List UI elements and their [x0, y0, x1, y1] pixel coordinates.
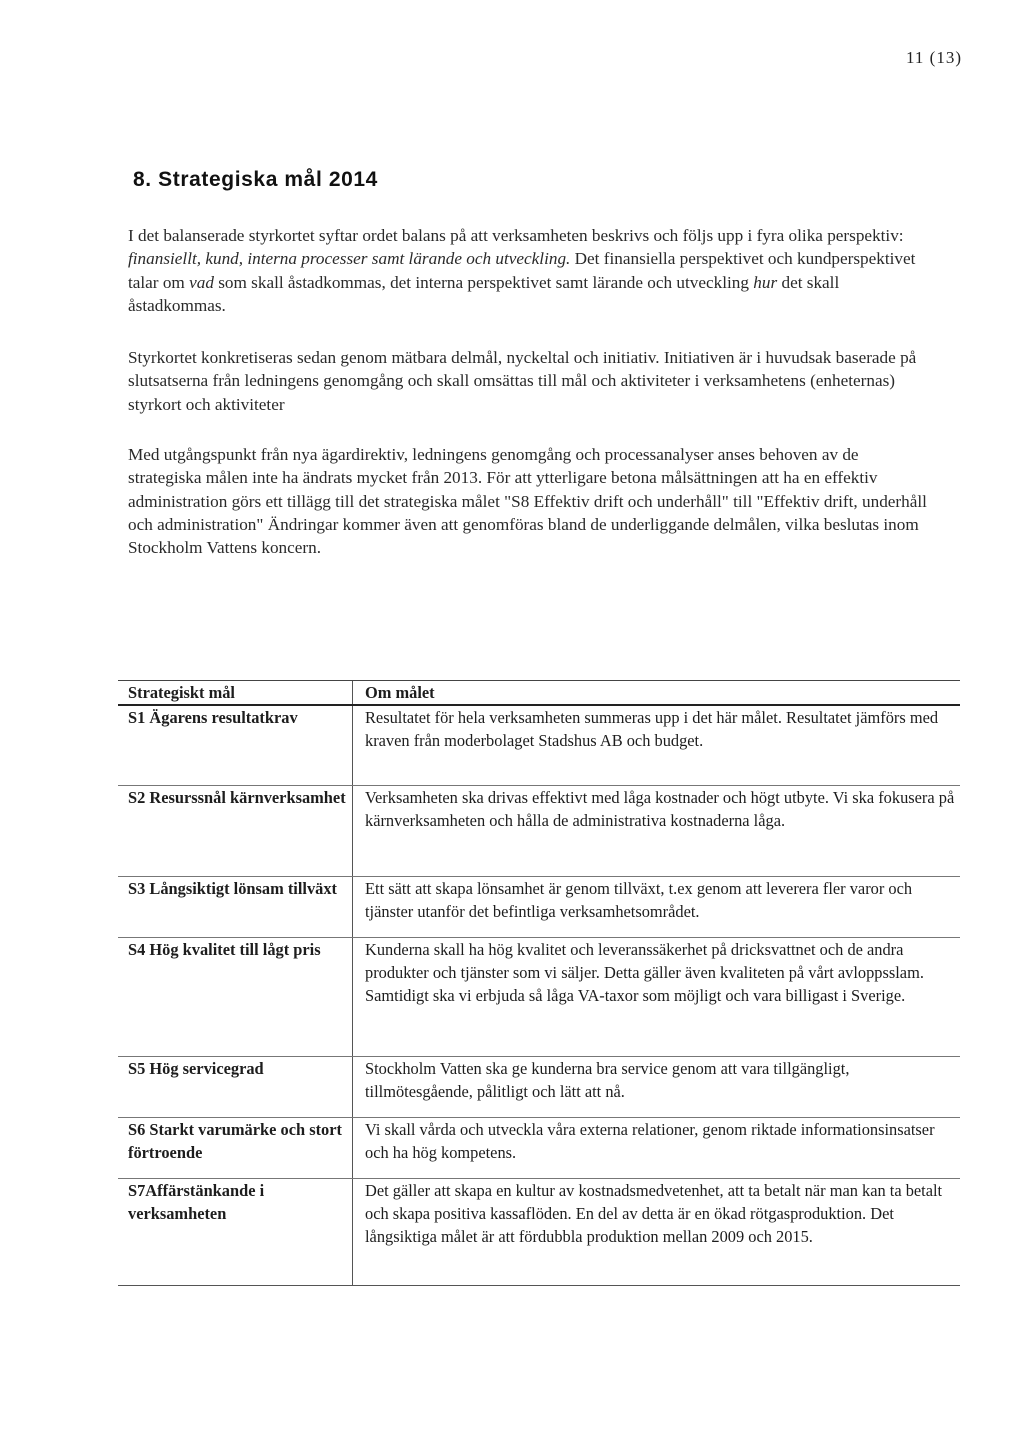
table-row	[118, 786, 960, 877]
table-row	[118, 938, 960, 1057]
goal-description: Det gäller att skapa en kultur av kostnadsmedvetenhet, att ta betalt när man kan ta betalt och skapa positiva kassaflöden. En del av detta är en ökad rötgasproduktion. Det långsiktiga målet är att fördubbla produktion mellan 2009 och 2015.	[353, 1179, 961, 1286]
strategic-goals-table	[118, 680, 960, 1286]
vad-italic: vad	[189, 272, 214, 292]
intro-paragraph	[128, 224, 928, 317]
intro-text-2: Det finansiella perspektivet och kundperspektivet talar om	[128, 249, 916, 292]
goal-description: Stockholm Vatten ska ge kunderna bra service genom att vara tillgängligt, tillmötesgående, pålitligt och lätt att nå.	[353, 1057, 961, 1118]
table-row	[118, 1179, 960, 1286]
section-heading: 8. Strategiska mål 2014	[133, 168, 378, 191]
goal-description: Vi skall vårda och utveckla våra externa relationer, genom riktade informationsinsatser och ha hög kompetens.	[353, 1118, 961, 1179]
hur-italic: hur	[753, 272, 778, 292]
table-row	[118, 877, 960, 938]
goal-name: S4 Hög kvalitet till lågt pris	[118, 938, 353, 1057]
goal-description: Resultatet för hela verksamheten summeras upp i det här målet. Resultatet jämförs med kraven från moderbolaget Stadshus AB och budget.	[353, 705, 961, 786]
goal-name: S5 Hög servicegrad	[118, 1057, 353, 1118]
table-header-row	[118, 681, 960, 706]
header-about-goal: Om målet	[353, 681, 961, 706]
intro-text-4: det skall åstadkommas.	[128, 272, 840, 315]
intro-text-3: som skall åstadkommas, det interna perspektivet samt lärande och utveckling	[213, 272, 754, 292]
goal-name: S1 Ägarens resultatkrav	[118, 705, 353, 786]
perspectives-italic: finansiellt, kund, interna processer samt lärande och utveckling.	[128, 249, 571, 269]
goal-description: Verksamheten ska drivas effektivt med låga kostnader och högt utbyte. Vi ska fokusera på kärnverksamheten och hålla de administrativa kostnaderna låga.	[353, 786, 961, 877]
header-strategic-goal: Strategiskt mål	[118, 681, 353, 706]
goal-name: S7Affärstänkande i verksamheten	[118, 1179, 353, 1286]
table-row	[118, 705, 960, 786]
owner-directive-paragraph: Med utgångspunkt från nya ägardirektiv, ledningens genomgång och processanalyser anses behoven av de strategiska målen inte ha ändrats mycket från 2013. För att ytterligare betona målsättningen att ha en effektiv administration görs ett tillägg till det strategiska målet "S8 Effektiv drift och underhåll" till "Effektiv drift, underhåll och administration" Ändringar kommer även att genomföras bland de underliggande delmålen, vilka beslutas inom Stockholm Vattens koncern.	[128, 445, 927, 558]
goal-name: S3 Långsiktigt lönsam tillväxt	[118, 877, 353, 938]
goal-description: Ett sätt att skapa lönsamhet är genom tillväxt, t.ex genom att leverera fler varor och tjänster utanför det befintliga verksamhetsområdet.	[353, 877, 961, 938]
scorecard-paragraph: Styrkortet konkretiseras sedan genom mätbara delmål, nyckeltal och initiativ. Initiativen är i huvudsak baserade på slutsatserna från ledningens genomgång och skall omsättas till mål och aktiviteter i verksamhetens (enheternas) styrkort och aktiviteter	[128, 348, 917, 414]
table-row	[118, 1057, 960, 1118]
page-number: 11 (13)	[906, 48, 962, 67]
goal-name: S6 Starkt varumärke och stort förtroende	[118, 1118, 353, 1179]
intro-text-1: I det balanserade styrkortet syftar ordet balans på att verksamheten beskrivs och följs upp i fyra olika perspektiv:	[128, 226, 904, 245]
goal-description: Kunderna skall ha hög kvalitet och leveranssäkerhet på dricksvattnet och de andra produkter och tjänster som vi säljer. Detta gäller även kvaliteten på vårt avloppsslam. Samtidigt ska vi erbjuda så låga VA-taxor som möjligt och vara billigast i Sverige.	[353, 938, 961, 1057]
goal-name: S2 Resurssnål kärnverksamhet	[118, 786, 353, 877]
table-row	[118, 1118, 960, 1179]
